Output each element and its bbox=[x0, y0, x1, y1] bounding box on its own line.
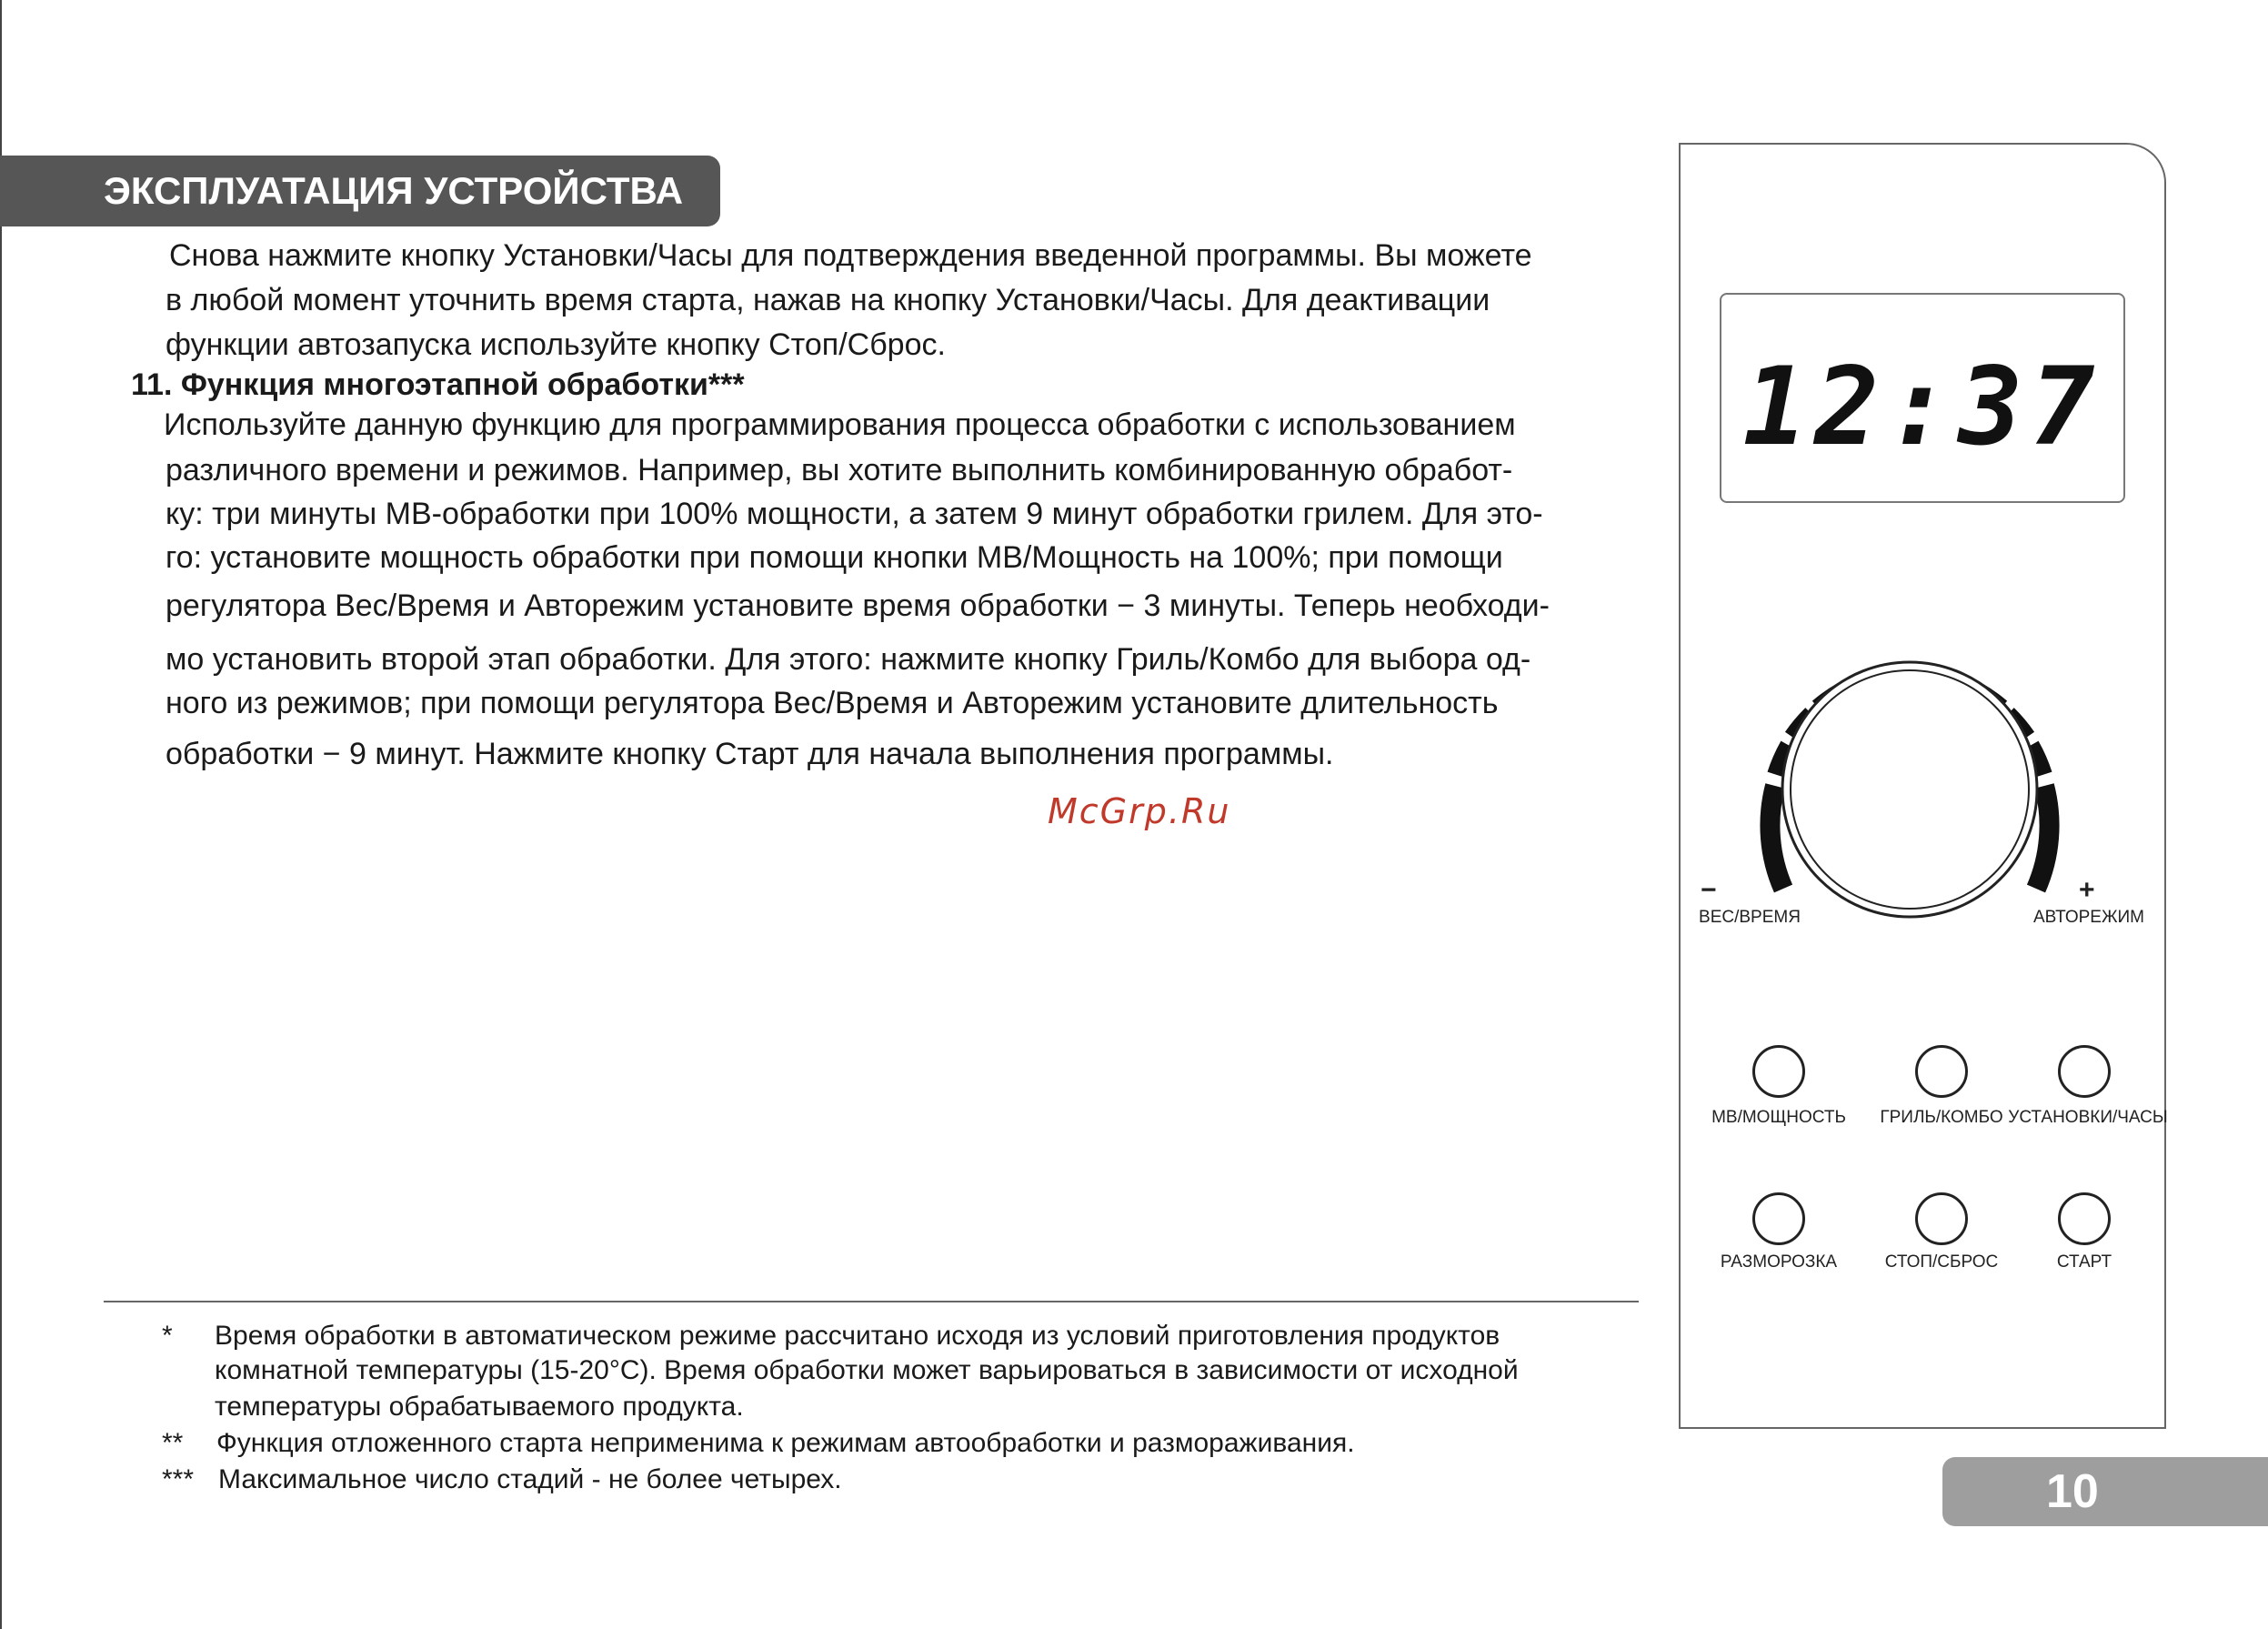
footnote-mark: * bbox=[162, 1321, 173, 1351]
dial-plus-sign: + bbox=[2079, 875, 2095, 905]
intro-line: Снова нажмите кнопку Установки/Часы для подтверждения введенной программы. Вы можете bbox=[169, 238, 1532, 273]
footnote-line: Функция отложенного старта неприменима к режимам автообработки и размораживания. bbox=[216, 1428, 1355, 1458]
mw-power-label: МВ/МОЩНОСТЬ bbox=[1711, 1108, 1846, 1127]
start-button[interactable] bbox=[2058, 1192, 2111, 1245]
stop-reset-button[interactable] bbox=[1915, 1192, 1968, 1245]
section-title: 11. Функция многоэтапной обработки*** bbox=[131, 367, 745, 402]
section-line: различного времени и режимов. Например, вы хотите выполнить комбинированную обработ- bbox=[166, 453, 1513, 488]
footnote-mark: ** bbox=[162, 1428, 184, 1458]
mw-power-button[interactable] bbox=[1752, 1045, 1805, 1098]
page-number: 10 bbox=[1942, 1457, 2268, 1526]
dial-label-auto-mode: АВТОРЕЖИМ bbox=[2033, 908, 2144, 927]
section-line: Используйте данную функцию для программирования процесса обработки с использованием bbox=[164, 407, 1516, 442]
footnote-line: комнатной температуры (15-20°С). Время обработки может варьироваться в зависимости от исходной bbox=[215, 1355, 1519, 1385]
start-label: СТАРТ bbox=[2056, 1252, 2112, 1272]
display-time: 12:37 bbox=[1742, 344, 2102, 469]
intro-line: в любой момент уточнить время старта, нажав на кнопку Установки/Часы. Для деактивации bbox=[166, 283, 1490, 317]
grill-combo-label: ГРИЛЬ/КОМБО bbox=[1880, 1108, 2003, 1127]
defrost-label: РАЗМОРОЗКА bbox=[1720, 1252, 1838, 1272]
section-line: регулятора Вес/Время и Авторежим установите время обработки − 3 минуты. Теперь необходи- bbox=[166, 588, 1550, 623]
watermark-text: McGrp.Ru bbox=[1048, 791, 1231, 831]
footnote-line: температуры обрабатываемого продукта. bbox=[215, 1392, 744, 1422]
stop-reset-label: СТОП/СБРОС bbox=[1884, 1252, 1999, 1272]
dial-label-weight-time: ВЕС/ВРЕМЯ bbox=[1699, 908, 1801, 927]
section-line: го: установите мощность обработки при помощи кнопки МВ/Мощность на 100%; при помощи bbox=[166, 540, 1503, 575]
dial-segment bbox=[1770, 786, 1783, 889]
dial-segment bbox=[2036, 786, 2050, 889]
section-line: ного из режимов; при помощи регулятора Вес/Время и Авторежим установите длительность bbox=[166, 686, 1499, 720]
footnote-line: Время обработки в автоматическом режиме рассчитано исходя из условий приготовления продуктов bbox=[215, 1321, 1500, 1351]
dial-minus-sign: − bbox=[1701, 875, 1717, 905]
section-header: ЭКСПЛУАТАЦИЯ УСТРОЙСТВА bbox=[0, 156, 720, 226]
section-line: мо установить второй этап обработки. Для этого: нажмите кнопку Гриль/Комбо для выбора од- bbox=[166, 642, 1531, 677]
section-line: ку: три минуты МВ-обработки при 100% мощности, а затем 9 минут обработки грилем. Для это- bbox=[166, 497, 1543, 531]
intro-line: функции автозапуска используйте кнопку Стоп/Сброс. bbox=[166, 327, 946, 362]
section-line: обработки − 9 минут. Нажмите кнопку Старт для начала выполнения программы. bbox=[166, 737, 1334, 771]
settings-clock-button[interactable] bbox=[2058, 1045, 2111, 1098]
grill-combo-button[interactable] bbox=[1915, 1045, 1968, 1098]
dial-knob[interactable] bbox=[1782, 662, 2037, 917]
footnote-line: Максимальное число стадий - не более четырех. bbox=[218, 1464, 842, 1494]
defrost-button[interactable] bbox=[1752, 1192, 1805, 1245]
footnote-mark: *** bbox=[162, 1464, 195, 1494]
settings-clock-label: УСТАНОВКИ/ЧАСЫ bbox=[2008, 1108, 2168, 1127]
